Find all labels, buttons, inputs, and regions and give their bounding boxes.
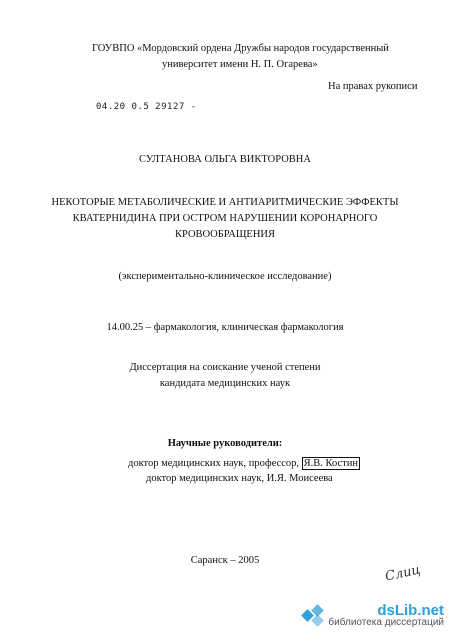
advisor-1-title: доктор медицинских наук, профессор, (128, 458, 300, 469)
title-line-3: КРОВООБРАЩЕНИЯ (174, 229, 275, 240)
title-line-1: НЕКОТОРЫЕ МЕТАБОЛИЧЕСКИЕ И АНТИАРИТМИЧЕСКИЕ ЭФФЕКТЫ (51, 197, 399, 208)
title-line-2: КВАТЕРНИДИНА ПРИ ОСТРОМ НАРУШЕНИИ КОРОНАРНОГО (72, 213, 378, 224)
advisors-heading: Научные руководители: (167, 438, 283, 449)
watermark-brand: dsLib.net (377, 601, 444, 619)
degree-line-1: Диссертация на соискание ученой степени (129, 362, 321, 373)
institution-line-2: университет имени Н. П. Огарева» (162, 59, 318, 70)
advisor-1-name: Я.В. Костин (303, 458, 359, 469)
specialty: 14.00.25 – фармакология, клиническая фармакология (106, 322, 344, 333)
degree-line-2: кандидата медицинских наук (159, 378, 291, 389)
advisor-1 (128, 457, 360, 470)
place-year: Саранск – 2005 (190, 555, 260, 566)
handwritten-signature: Слиц (383, 562, 422, 585)
study-type: (экспериментально-клиническое исследование) (118, 271, 332, 282)
rights-note: На правах рукописи (328, 81, 418, 92)
advisor-2: доктор медицинских наук, И.Я. Моисеева (146, 473, 333, 484)
library-stamp-number: 04.20 0.5 29127 - (96, 102, 197, 112)
watermark-subtitle: библиотека диссертаций (328, 616, 444, 628)
institution-line-1: ГОУВПО «Мордовский ордена Дружбы народов государственный (92, 43, 389, 54)
dslib-watermark (302, 602, 444, 628)
dslib-logo-icon (302, 605, 324, 625)
author-name: СУЛТАНОВА ОЛЬГА ВИКТОРОВНА (139, 154, 311, 165)
